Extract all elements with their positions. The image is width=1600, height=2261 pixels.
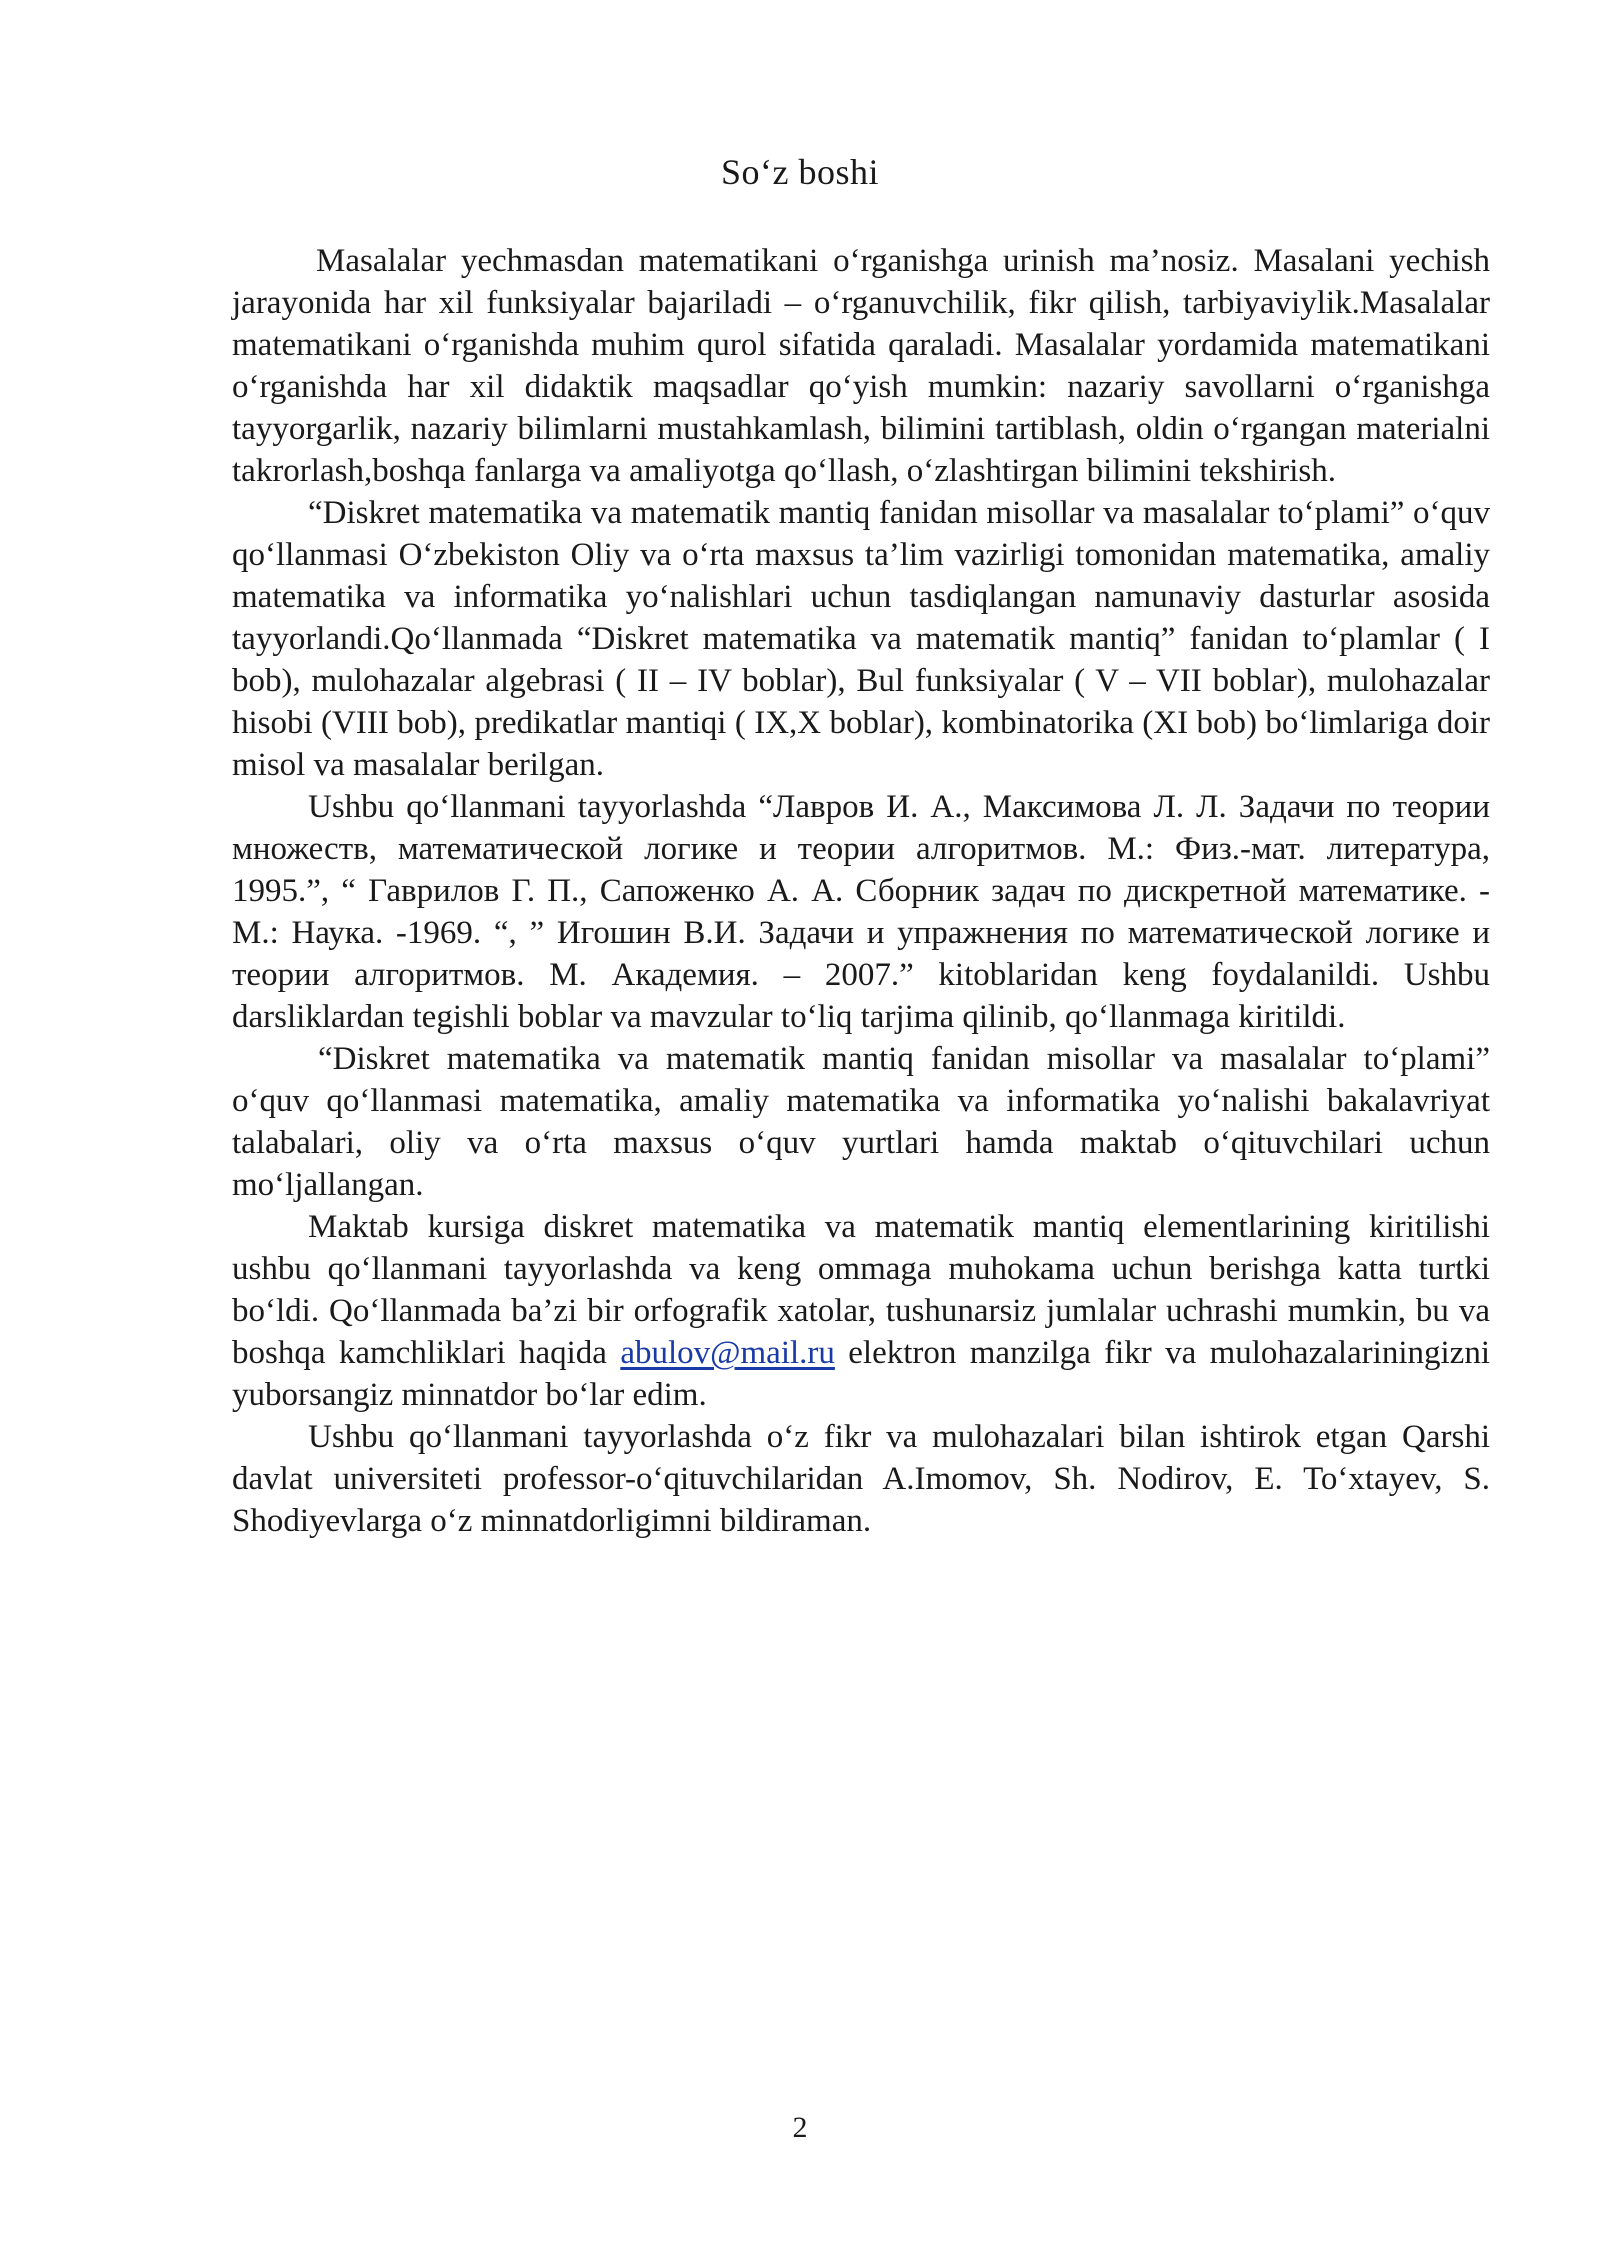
paragraph-feedback: [232, 1206, 1490, 1416]
preface-body: [232, 240, 1490, 1542]
paragraph-about-textbook: “Diskret matematika va matematik mantiq fanidan misollar va masalalar to‘plami” o‘quv qo‘llanmasi O‘zbekiston Oliy va o‘rta maxsus ta’lim vazirligi tomonidan matematika, amaliy matematika va informatika yo‘nalishlari uchun tasdiqlangan namunaviy dasturlar asosida tayyorlandi.Qo‘llanmada “Diskret matematika va matematik mantiq” fanidan to‘plamlar ( I bob), mulohazalar algebrasi ( II – IV boblar), Bul funksiyalar ( V – VII boblar), mulohazalar hisobi (VIII bob), predikatlar mantiqi ( IX,X boblar), kombinatorika (XI bob) bo‘limlariga doir misol va masalalar berilgan.: [232, 495, 1490, 783]
email-link[interactable]: abulov@mail.ru: [620, 1335, 835, 1371]
paragraph-audience: “Diskret matematika va matematik mantiq fanidan misollar va masalalar to‘plami” o‘quv qo‘llanmasi matematika, amaliy matematika va informatika yo‘nalishi bakalavriyat talabalari, oliy va o‘rta maxsus o‘quv yurtlari hamda maktab o‘qituvchilari uchun mo‘ljallangan.: [232, 1041, 1490, 1203]
page-title: So‘z boshi: [721, 152, 879, 192]
paragraph-purpose-of-problems: Masalalar yechmasdan matematikani o‘rganishga urinish ma’nosiz. Masalani yechish jarayonida har xil funksiyalar bajariladi – o‘rganuvchilik, fikr qilish, tarbiyaviylik.Masalalar matematikani o‘rganishda muhim qurol sifatida qaraladi. Masalalar yordamida matematikani o‘rganishda har xil didaktik maqsadlar qo‘yish mumkin: nazariy savollarni o‘rganishga tayyorgarlik, nazariy bilimlarni mustahkamlash, bilimini tartiblash, oldin o‘rgangan materialni takrorlash,boshqa fanlarga va amaliyotga qo‘llash, o‘zlashtirgan bilimini tekshirish.: [232, 243, 1490, 489]
paragraph-sources: Ushbu qo‘llanmani tayyorlashda “Лавров И. А., Максимова Л. Л. Задачи по теории множеств, математической логике и теории алгоритмов. М.: Физ.-мат. литература, 1995.”, “ Гаврилов Г. П., Сапоженко А. А. Сборник задач по дискретной математике. - М.: Наука. -1969. “, ” Игошин В.И. Задачи и упражнения по математической логике и теории алгоритмов. М. Академия. – 2007.” kitoblaridan keng foydalanildi. Ushbu darsliklardan tegishli boblar va mavzular to‘liq tarjima qilinib, qo‘llanmaga kiritildi.: [232, 789, 1490, 1035]
page-number: 2: [792, 2111, 808, 2144]
feedback-text-after: elektron manzilga fikr va mulohazalariningizni yuborsangiz minnatdor bo‘lar edim.: [232, 1335, 1490, 1413]
feedback-text-before: Maktab kursiga diskret matematika va matematik mantiq elementlarining kiritilishi ushbu qo‘llanmani tayyorlashda va keng ommaga muhokama uchun berishga katta turtki bo‘ldi. Qo‘llanmada ba’zi bir orfografik xatolar, tushunarsiz jumlalar uchrashi mumkin, bu va boshqa kamchliklari haqida: [232, 1209, 1490, 1371]
paragraph-acknowledgements: Ushbu qo‘llanmani tayyorlashda o‘z fikr va mulohazalari bilan ishtirok etgan Qarshi davlat universiteti professor-o‘qituvchilaridan A.Imomov, Sh. Nodirov, E. To‘xtayev, S. Shodiyevlarga o‘z minnatdorligimni bildiraman.: [232, 1419, 1490, 1539]
